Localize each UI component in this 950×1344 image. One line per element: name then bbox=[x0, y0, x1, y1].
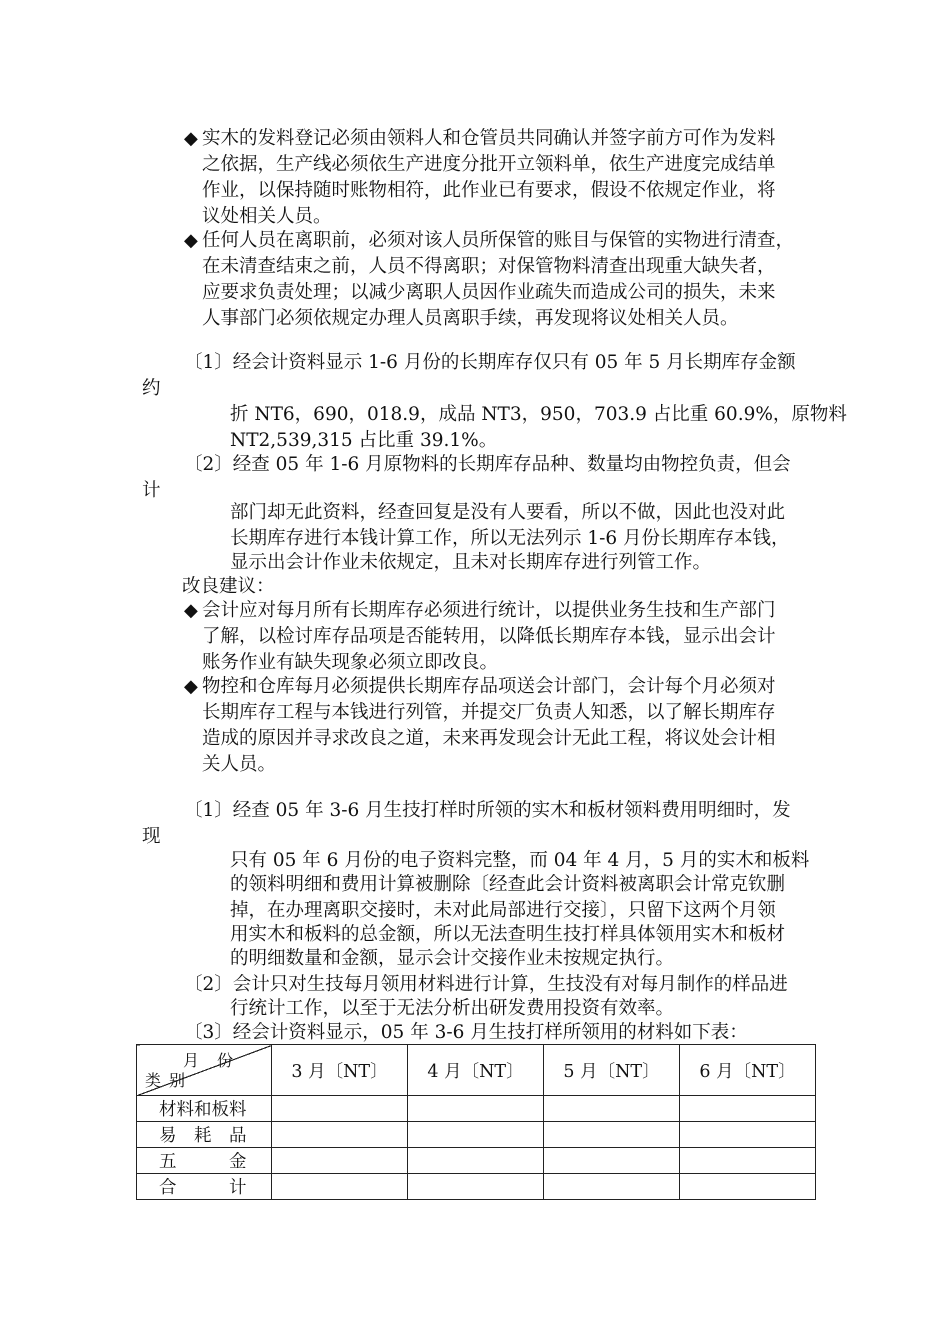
row-label: 易 耗 品 bbox=[137, 1122, 272, 1148]
item-line: 〔2〕会计只对生技每月领用材料进行计算，生技没有对每月制作的样品进 bbox=[184, 974, 788, 995]
bullet-icon: ◆ bbox=[184, 600, 198, 621]
column-header: 3 月〔NT〕 bbox=[272, 1045, 408, 1096]
text-line: 在未清查结束之前，人员不得离职；对保管物料清查出现重大缺失者， bbox=[202, 256, 776, 277]
table-cell bbox=[544, 1096, 680, 1122]
materials-table bbox=[136, 1044, 816, 1200]
table-cell bbox=[408, 1122, 544, 1148]
row-label: 材料和板料 bbox=[137, 1096, 272, 1122]
item-wrap: 计 bbox=[142, 480, 161, 501]
row-label: 五 金 bbox=[137, 1148, 272, 1174]
corner-category-label: 类别 bbox=[145, 1071, 194, 1090]
item-wrap: 现 bbox=[142, 826, 161, 847]
item-line: 行统计工作，以至于无法分析出研发费用投资有效率。 bbox=[230, 998, 675, 1019]
item-line: 掉，在办理离职交接时，未对此局部进行交接〕，只留下这两个月领 bbox=[230, 900, 776, 921]
item-line: 用实木和板料的总金额，所以无法查明生技打样具体领用实木和板材 bbox=[230, 924, 786, 945]
table-cell bbox=[408, 1148, 544, 1174]
table-cell bbox=[680, 1148, 816, 1174]
column-header: 5 月〔NT〕 bbox=[544, 1045, 680, 1096]
table-cell bbox=[272, 1122, 408, 1148]
item-wrap: 约 bbox=[142, 378, 161, 399]
item-line: 〔3〕经会计资料显示，05 年 3-6 月生技打样所领用的材料如下表： bbox=[184, 1022, 748, 1043]
item-line: 的明细数量和金额，显示会计交接作业未按规定执行。 bbox=[230, 948, 675, 969]
improve-label: 改良建议： bbox=[182, 576, 275, 597]
corner-header-cell bbox=[137, 1045, 272, 1096]
text-line: 实木的发料登记必须由领料人和仓管员共同确认并签字前方可作为发料 bbox=[202, 128, 776, 149]
column-header: 6 月〔NT〕 bbox=[680, 1045, 816, 1096]
item-line: 〔1〕经查 05 年 3-6 月生技打样时所领的实木和板材领料费用明细时，发 bbox=[184, 800, 791, 821]
item-line: 的领料明细和费用计算被删除〔经查此会计资料被离职会计常克钦删 bbox=[230, 874, 786, 895]
item-line: 〔2〕经查 05 年 1-6 月原物料的长期库存品种、数量均由物控负责，但会 bbox=[184, 454, 791, 475]
item-line: 折 NT6，690，018.9，成品 NT3，950，703.9 占比重 60.9%，原物料 bbox=[230, 404, 847, 425]
text-line: 作业，以保持随时账物相符，此作业已有要求，假设不依规定作业，将 bbox=[202, 180, 776, 201]
text-line: 任何人员在离职前，必须对该人员所保管的账目与保管的实物进行清查， bbox=[202, 230, 795, 251]
table-cell bbox=[272, 1148, 408, 1174]
table-cell bbox=[544, 1174, 680, 1200]
text-line: 物控和仓库每月必须提供长期库存品项送会计部门，会计每个月必须对 bbox=[202, 676, 776, 697]
table-cell bbox=[544, 1148, 680, 1174]
table-row bbox=[137, 1122, 816, 1148]
table-cell bbox=[272, 1096, 408, 1122]
table-cell bbox=[544, 1122, 680, 1148]
bullet-icon: ◆ bbox=[184, 128, 198, 149]
item-line: 〔1〕经会计资料显示 1-6 月份的长期库存仅只有 05 年 5 月长期库存金额 bbox=[184, 352, 796, 373]
text-line: 人事部门必须依规定办理人员离职手续，再发现将议处相关人员。 bbox=[202, 308, 739, 329]
table-cell bbox=[272, 1174, 408, 1200]
text-line: 应要求负责处理；以减少离职人员因作业疏失而造成公司的损失，未来 bbox=[202, 282, 776, 303]
item-line: 只有 05 年 6 月份的电子资料完整，而 04 年 4 月，5 月的实木和板料 bbox=[230, 850, 810, 871]
table-header-row bbox=[137, 1045, 816, 1096]
bullet-icon: ◆ bbox=[184, 676, 198, 697]
text-line: 关人员。 bbox=[202, 754, 277, 775]
item-line: 长期库存进行本钱计算工作，所以无法列示 1-6 月份长期库存本钱， bbox=[230, 528, 790, 549]
text-line: 长期库存工程与本钱进行列管，并提交厂负责人知悉，以了解长期库存 bbox=[202, 702, 776, 723]
text-line: 账务作业有缺失现象必须立即改良。 bbox=[202, 652, 499, 673]
table-cell bbox=[680, 1122, 816, 1148]
table-cell bbox=[408, 1096, 544, 1122]
row-label: 合 计 bbox=[137, 1174, 272, 1200]
table-row bbox=[137, 1148, 816, 1174]
text-line: 造成的原因并寻求改良之道，未来再发现会计无此工程，将议处会计相 bbox=[202, 728, 776, 749]
bullet-icon: ◆ bbox=[184, 230, 198, 251]
item-line: 部门却无此资料，经查回复是没有人要看，所以不做，因此也没对此 bbox=[230, 502, 786, 523]
corner-month-label: 月份 bbox=[182, 1051, 251, 1070]
item-line: NT2,539,315 占比重 39.1%。 bbox=[230, 430, 498, 451]
item-line: 显示出会计作业未依规定，且未对长期库存进行列管工作。 bbox=[230, 552, 712, 573]
table-row bbox=[137, 1096, 816, 1122]
table-cell bbox=[680, 1174, 816, 1200]
text-line: 了解，以检讨库存品项是否能转用，以降低长期库存本钱，显示出会计 bbox=[202, 626, 776, 647]
text-line: 之依据，生产线必须依生产进度分批开立领料单，依生产进度完成结单 bbox=[202, 154, 776, 175]
table-row bbox=[137, 1174, 816, 1200]
column-header: 4 月〔NT〕 bbox=[408, 1045, 544, 1096]
text-line: 议处相关人员。 bbox=[202, 206, 332, 227]
table-cell bbox=[408, 1174, 544, 1200]
text-line: 会计应对每月所有长期库存必须进行统计，以提供业务生技和生产部门 bbox=[202, 600, 776, 621]
table-cell bbox=[680, 1096, 816, 1122]
